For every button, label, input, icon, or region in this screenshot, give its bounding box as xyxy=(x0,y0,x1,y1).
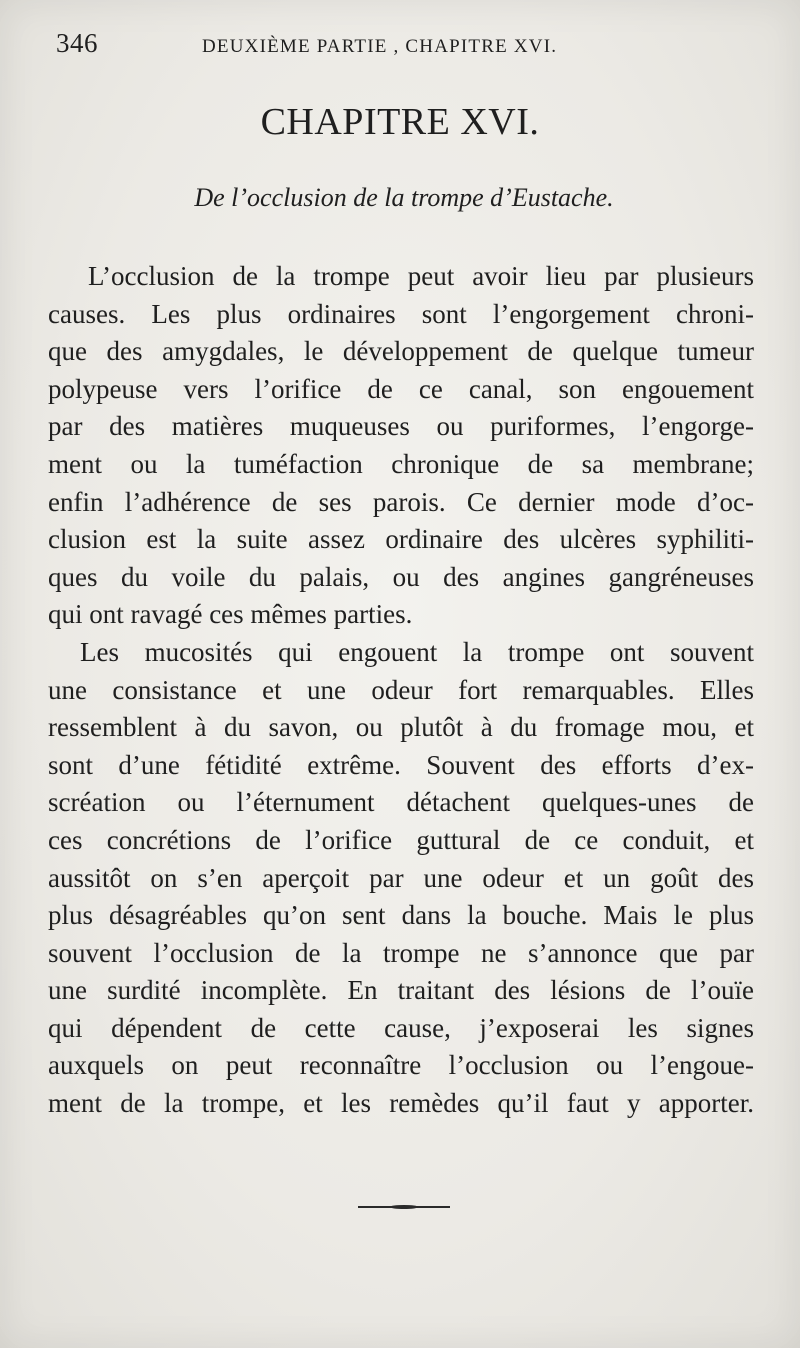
text-line: souvent l’occlusion de la trompe ne s’annonce que par xyxy=(48,937,754,968)
running-head: DEUXIÈME PARTIE , CHAPITRE XVI. xyxy=(202,36,558,57)
text-line: auxquels on peut reconnaître l’occlusion ou l’engoue- xyxy=(48,1050,754,1081)
text-line: ment ou la tuméfaction chronique de sa membrane; xyxy=(48,448,754,479)
body-text xyxy=(48,258,754,1123)
text-line: ces concrétions de l’orifice guttural de ce conduit, et xyxy=(48,824,754,855)
text-line: causes. Les plus ordinaires sont l’engorgement chroni- xyxy=(48,298,754,329)
text-line: une surdité incomplète. En traitant des lésions de l’ouïe xyxy=(48,975,754,1006)
text-line: qui dépendent de cette cause, j’exposerai les signes xyxy=(48,1012,754,1043)
text-line: Les mucosités qui engouent la trompe ont souvent xyxy=(80,636,754,667)
text-line: ressemblent à du savon, ou plutôt à du fromage mou, et xyxy=(48,712,754,743)
text-line: que des amygdales, le développement de quelque tumeur xyxy=(48,336,754,367)
text-line: polypeuse vers l’orifice de ce canal, son engouement xyxy=(48,373,754,404)
text-line: aussitôt on s’en aperçoit par une odeur et un goût des xyxy=(48,862,754,893)
text-line: ment de la trompe, et les remèdes qu’il faut y apporter. xyxy=(48,1088,754,1119)
chapter-title: CHAPITRE XVI. xyxy=(260,101,540,143)
text-line: enfin l’adhérence de ses parois. Ce dernier mode d’oc- xyxy=(48,486,754,517)
text-line: sont d’une fétidité extrême. Souvent des efforts d’ex- xyxy=(48,749,754,780)
text-line: clusion est la suite assez ordinaire des ulcères syphiliti- xyxy=(48,524,754,555)
text-line: ques du voile du palais, ou des angines gangréneuses xyxy=(48,561,754,592)
text-line: L’occlusion de la trompe peut avoir lieu par plusieurs xyxy=(88,261,754,291)
page-number: 346 xyxy=(56,28,98,58)
section-end-rule xyxy=(358,1205,450,1209)
chapter-subtitle: De l’occlusion de la trompe d’Eustache. xyxy=(194,183,614,212)
text-line: scréation ou l’éternument détachent quelques-unes de xyxy=(48,787,754,818)
text-line: plus désagréables qu’on sent dans la bouche. Mais le plus xyxy=(48,900,754,931)
text-line: qui ont ravagé ces mêmes parties. xyxy=(48,599,413,630)
page-header xyxy=(52,28,748,64)
rule-swell xyxy=(390,1205,418,1209)
text-line: par des matières muqueuses ou puriformes, l’engorge- xyxy=(48,411,754,442)
text-line: une consistance et une odeur fort remarquables. Elles xyxy=(48,674,754,705)
